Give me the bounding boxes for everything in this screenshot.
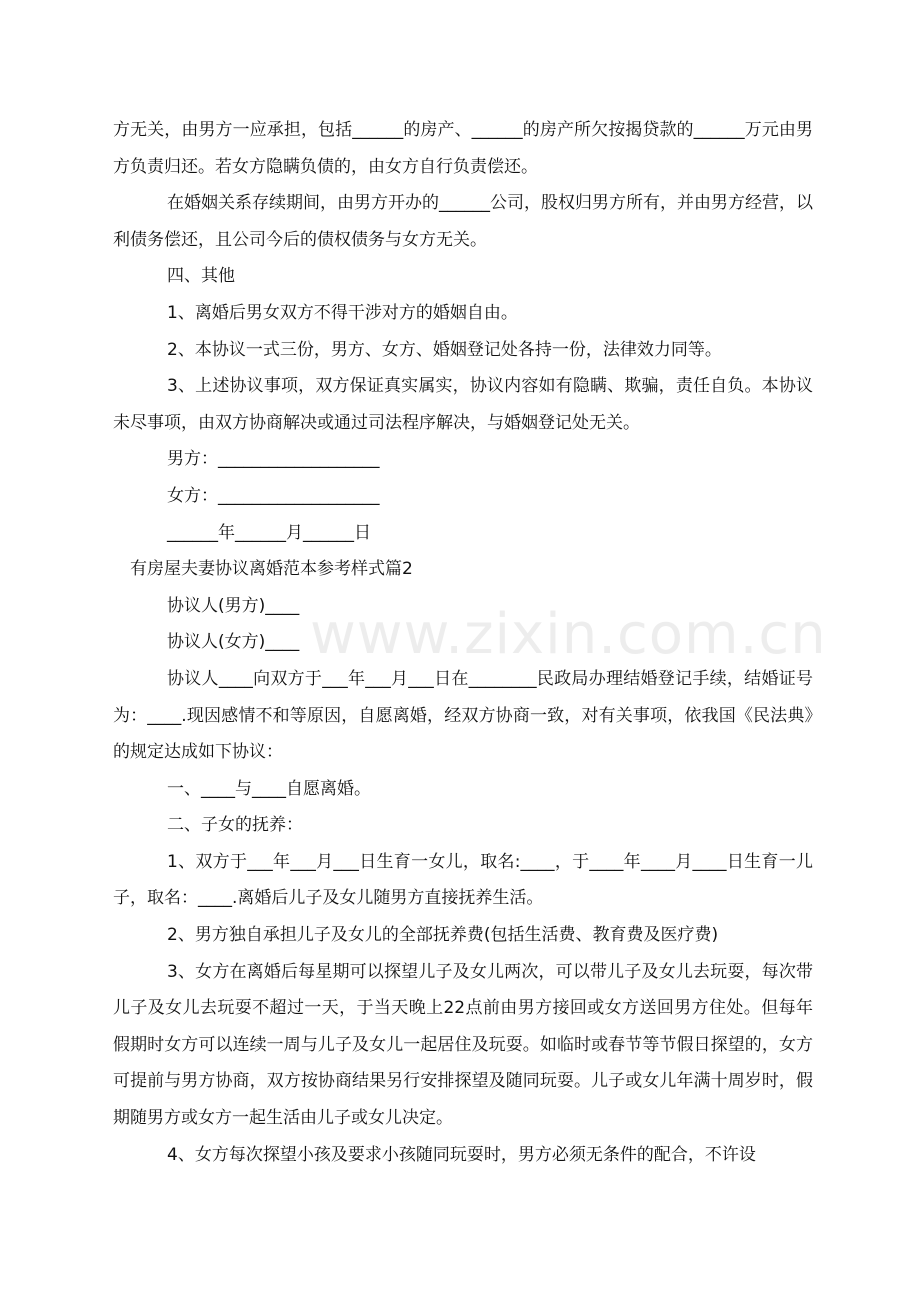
section-heading-children: 二、子女的抚养： — [167, 815, 303, 836]
paragraph-debt-continued: 方无关，由男方一应承担，包括______的房产、______的房产所欠按揭贷款的______万元由男方负责归还。若女方隐瞒负债的，由女方自行负责偿还。 — [113, 120, 813, 177]
paragraph-company: 在婚姻关系存续期间，由男方开办的______公司，股权归男方所有，并由男方经营，以利债务偿还，且公司今后的债权债务与女方无关。 — [113, 193, 813, 250]
section-title-2: 有房屋夫妻协议离婚范本参考样式篇2 — [130, 559, 413, 580]
document-body — [113, 112, 813, 1173]
clause-3: 3、上述协议事项，双方保证真实属实，协议内容如有隐瞒、欺骗，责任自负。本协议未尽事项，由双方协商解决或通过司法程序解决，与婚姻登记处无关。 — [113, 376, 813, 433]
watermark: www.zixin.com.cn — [310, 602, 827, 667]
clause-divorce: 一、____与____自愿离婚。 — [167, 778, 371, 799]
child-clause-3: 3、女方在离婚后每星期可以探望儿子及女儿两次，可以带儿子及女儿去玩耍，每次带儿子及女儿去玩耍不超过一天，于当天晚上22点前由男方接回或女方送回男方住处。但每年假期时女方可以连续一周与儿子及女儿一起居住及玩耍。如临时或春节等节假日探望的，女方可提前与男方协商，双方按协商结果另行安排探望及随同玩耍。儿子或女儿年满十周岁时，假期随男方或女方一起生活由儿子或女儿决定。 — [113, 961, 813, 1129]
section-heading-other: 四、其他 — [167, 266, 235, 287]
child-clause-2: 2、男方独自承担儿子及女儿的全部抚养费(包括生活费、教育费及医疗费) — [167, 925, 719, 946]
clause-2: 2、本协议一式三份，男方、女方、婚姻登记处各持一份，法律效力同等。 — [167, 339, 722, 360]
party-male: 协议人(男方)____ — [167, 595, 300, 616]
paragraph-preamble: 协议人____向双方于___年___月___日在________民政局办理结婚登记手续，结婚证号为：____.现因感情不和等原因，自愿离婚，经双方协商一致，对有关事项，依我国《民法典》的规定达成如下协议： — [113, 668, 813, 763]
child-clause-1: 1、双方于___年___月___日生育一女儿，取名:____，于____年____月____日生育一儿子，取名：____.离婚后儿子及女儿随男方直接抚养生活。 — [113, 851, 813, 909]
signature-male: 男方：___________________ — [167, 449, 380, 470]
clause-1: 1、离婚后男女双方不得干涉对方的婚姻自由。 — [167, 302, 518, 323]
party-female: 协议人(女方)____ — [167, 632, 300, 653]
signature-female: 女方：___________________ — [167, 485, 380, 506]
signature-date: ______年______月______日 — [167, 522, 371, 543]
child-clause-4: 4、女方每次探望小孩及要求小孩随同玩耍时，男方必须无条件的配合，不许设 — [167, 1144, 756, 1165]
